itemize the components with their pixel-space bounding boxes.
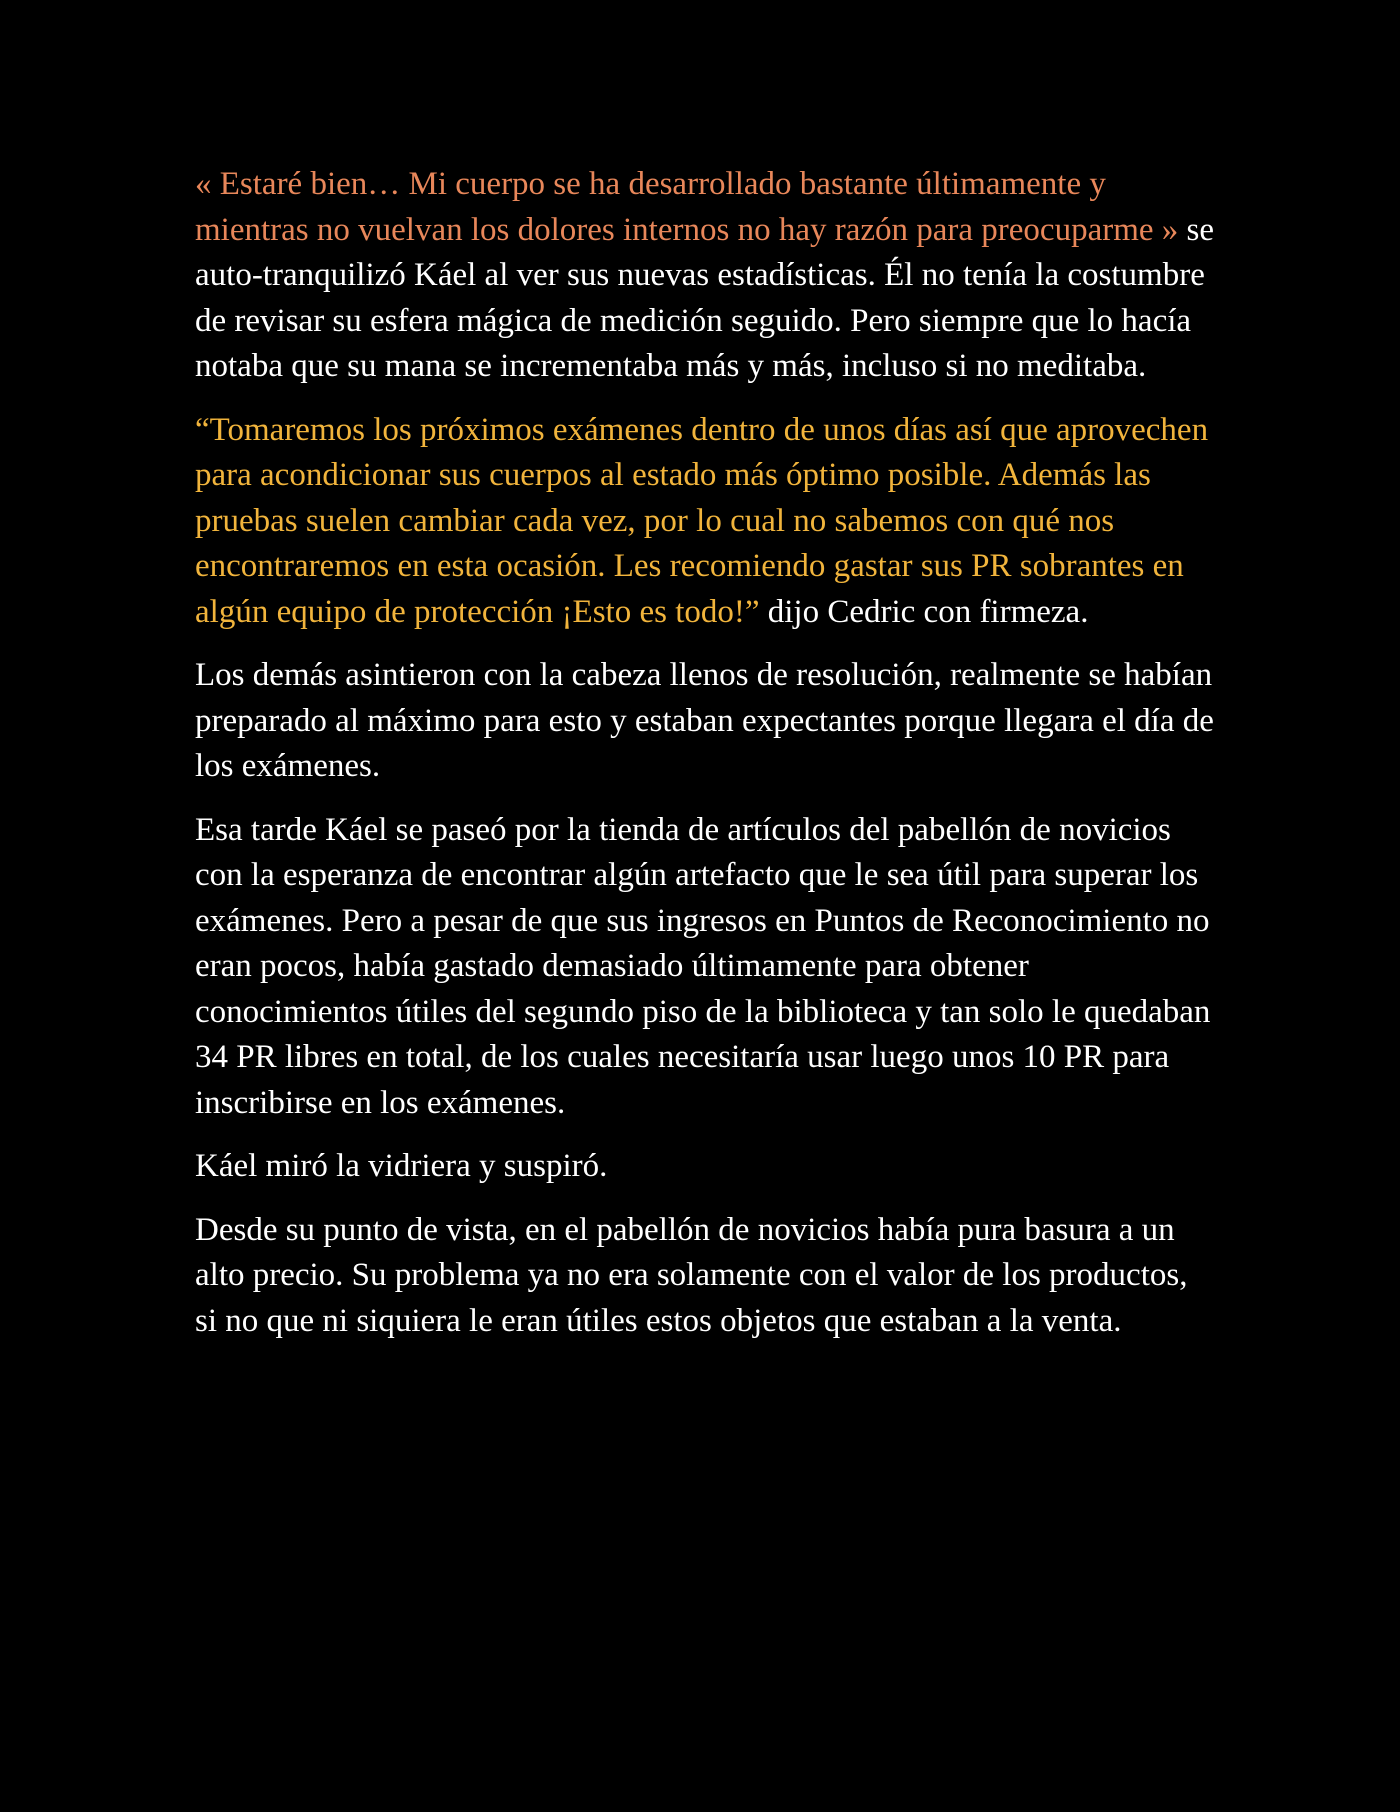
paragraph-1 bbox=[195, 162, 1215, 390]
paragraph-3 bbox=[195, 653, 1215, 790]
narration-text: Káel miró la vidriera y suspiró. bbox=[195, 1148, 608, 1184]
dialogue-text: “Tomaremos los próximos exámenes dentro de unos días así que aprovechen para acondicionar sus cuerpos al estado más óptimo posible. Además las pruebas suelen cambiar cada vez, por lo cual no sabemos con qué nos encontraremos en esta ocasión. Les recomiendo gastar sus PR sobrantes en algún equipo de protección ¡Esto es todo!” bbox=[195, 411, 1209, 630]
paragraph-6 bbox=[195, 1208, 1215, 1345]
paragraph-4 bbox=[195, 808, 1215, 1127]
document-page bbox=[195, 162, 1215, 1362]
paragraph-2 bbox=[195, 408, 1215, 636]
narration-text: Los demás asintieron con la cabeza llenos de resolución, realmente se habían preparado al máximo para esto y estaban expectantes porque llegara el día de los exámenes. bbox=[195, 657, 1214, 784]
thought-text: « Estaré bien… Mi cuerpo se ha desarrollado bastante últimamente y mientras no vuelvan los dolores internos no hay razón para preocuparme » bbox=[195, 166, 1179, 248]
narration-text: dijo Cedric con firmeza. bbox=[759, 593, 1089, 630]
narration-text: Esa tarde Káel se paseó por la tienda de artículos del pabellón de novicios con la esperanza de encontrar algún artefacto que le sea útil para superar los exámenes. Pero a pesar de que sus ingresos en Puntos de Reconocimiento no eran pocos, había gastado demasiado últimamente para obtener conocimientos útiles del segundo piso de la biblioteca y tan solo le quedaban 34 PR libres en total, de los cuales necesitaría usar luego unos 10 PR para inscribirse en los exámenes. bbox=[195, 811, 1211, 1121]
narration-text: Desde su punto de vista, en el pabellón de novicios había pura basura a un alto precio. Su problema ya no era solamente con el valor de los productos, si no que ni siquiera le eran útiles estos objetos que estaban a la venta. bbox=[195, 1211, 1188, 1339]
paragraph-5 bbox=[195, 1144, 1215, 1190]
narration-text: se auto-tranquilizó Káel al ver sus nuevas estadísticas. Él no tenía la costumbre de revisar su esfera mágica de medición seguido. Pero siempre que lo hacía notaba que su mana se incrementaba más y más, incluso si no meditaba. bbox=[195, 211, 1215, 384]
